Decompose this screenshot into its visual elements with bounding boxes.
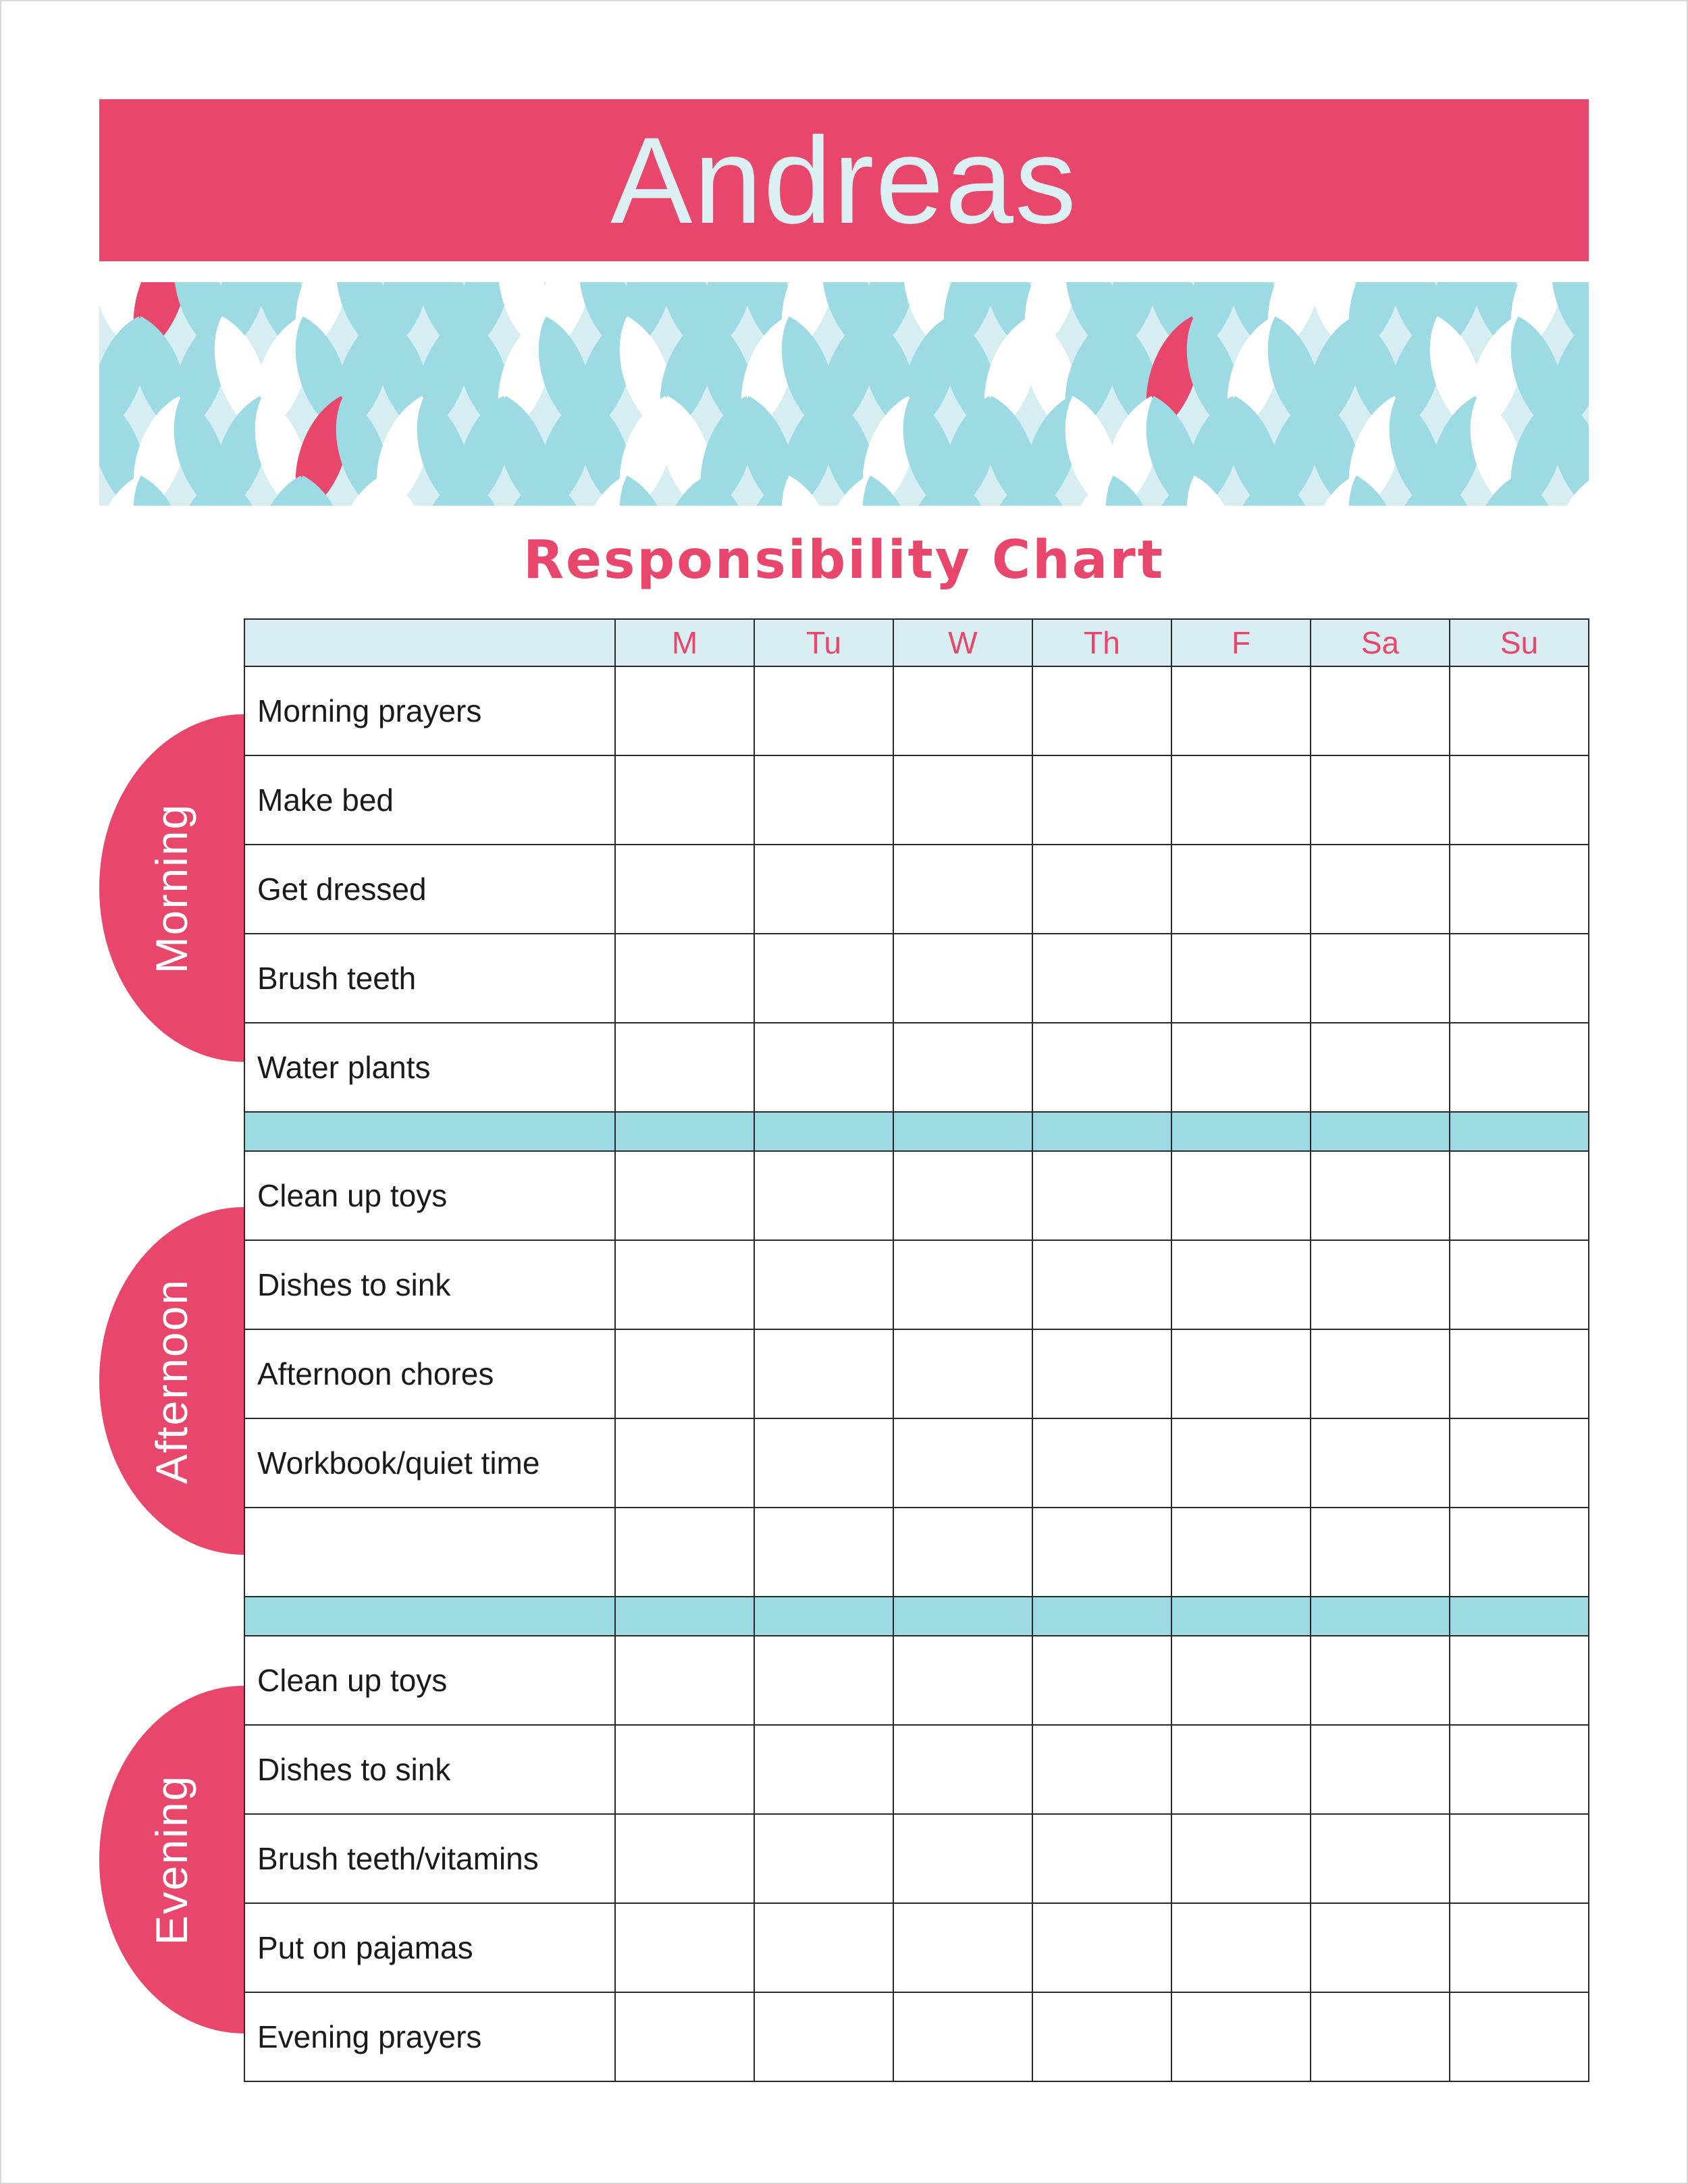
checkbox-cell[interactable] <box>615 1508 754 1597</box>
checkbox-cell[interactable] <box>1171 1992 1311 2081</box>
day-header-f: F <box>1171 619 1311 666</box>
day-header-w: W <box>893 619 1032 666</box>
checkbox-cell[interactable] <box>1032 845 1171 934</box>
checkbox-cell[interactable] <box>1311 1329 1450 1418</box>
checkbox-cell[interactable] <box>893 1725 1032 1814</box>
task-row <box>244 1151 1589 1240</box>
checkbox-cell[interactable] <box>893 1240 1032 1329</box>
checkbox-cell[interactable] <box>1032 1992 1171 2081</box>
task-label <box>244 1508 615 1597</box>
checkbox-cell[interactable] <box>1171 755 1311 845</box>
name-banner <box>99 99 1589 261</box>
checkbox-cell[interactable] <box>1450 1151 1589 1240</box>
checkbox-cell[interactable] <box>893 845 1032 934</box>
separator-cell <box>1032 1112 1171 1151</box>
checkbox-cell[interactable] <box>1450 1023 1589 1112</box>
separator-cell <box>1450 1597 1589 1636</box>
checkbox-cell[interactable] <box>1450 1508 1589 1597</box>
checkbox-cell[interactable] <box>615 1636 754 1725</box>
checkbox-cell[interactable] <box>754 1418 893 1508</box>
checkbox-cell[interactable] <box>893 1329 1032 1418</box>
checkbox-cell[interactable] <box>1032 1240 1171 1329</box>
checkbox-cell[interactable] <box>1171 1814 1311 1903</box>
checkbox-cell[interactable] <box>1311 1992 1450 2081</box>
checkbox-cell[interactable] <box>754 934 893 1023</box>
checkbox-cell[interactable] <box>615 934 754 1023</box>
task-row <box>244 1903 1589 1992</box>
checkbox-cell[interactable] <box>1450 1814 1589 1903</box>
task-label: Workbook/quiet time <box>244 1418 615 1508</box>
checkbox-cell[interactable] <box>1171 934 1311 1023</box>
leaf-pattern-illustration <box>99 282 1589 506</box>
task-label: Afternoon chores <box>244 1329 615 1418</box>
task-label: Clean up toys <box>244 1151 615 1240</box>
checkbox-cell[interactable] <box>1032 1636 1171 1725</box>
checkbox-cell[interactable] <box>1032 1151 1171 1240</box>
task-label: Clean up toys <box>244 1636 615 1725</box>
task-row <box>244 1329 1589 1418</box>
checkbox-cell[interactable] <box>893 1814 1032 1903</box>
checkbox-cell[interactable] <box>1450 755 1589 845</box>
checkbox-cell[interactable] <box>754 1023 893 1112</box>
checkbox-cell[interactable] <box>1032 1418 1171 1508</box>
checkbox-cell[interactable] <box>615 845 754 934</box>
checkbox-cell[interactable] <box>1171 1418 1311 1508</box>
checkbox-cell[interactable] <box>1171 1023 1311 1112</box>
checkbox-cell[interactable] <box>1032 1814 1171 1903</box>
checkbox-cell[interactable] <box>1450 845 1589 934</box>
day-header-th: Th <box>1032 619 1171 666</box>
checkbox-cell[interactable] <box>1311 1903 1450 1992</box>
checkbox-cell[interactable] <box>1032 755 1171 845</box>
checkbox-cell[interactable] <box>1311 755 1450 845</box>
checkbox-cell[interactable] <box>893 1151 1032 1240</box>
checkbox-cell[interactable] <box>893 934 1032 1023</box>
checkbox-cell[interactable] <box>615 1151 754 1240</box>
checkbox-cell[interactable] <box>615 1992 754 2081</box>
checkbox-cell[interactable] <box>615 1725 754 1814</box>
checkbox-cell[interactable] <box>1450 1329 1589 1418</box>
day-header-m: M <box>615 619 754 666</box>
separator-cell <box>1171 1597 1311 1636</box>
section-label-afternoon: Afternoon <box>147 1278 196 1484</box>
checkbox-cell[interactable] <box>1171 1636 1311 1725</box>
checkbox-cell[interactable] <box>1311 1508 1450 1597</box>
checkbox-cell[interactable] <box>754 1814 893 1903</box>
task-label: Put on pajamas <box>244 1903 615 1992</box>
section-separator-row <box>244 1112 1589 1151</box>
checkbox-cell[interactable] <box>1032 1023 1171 1112</box>
checkbox-cell[interactable] <box>1311 666 1450 755</box>
checkbox-cell[interactable] <box>1311 934 1450 1023</box>
checkbox-cell[interactable] <box>754 1240 893 1329</box>
checkbox-cell[interactable] <box>893 1023 1032 1112</box>
separator-cell <box>1450 1112 1589 1151</box>
checkbox-cell[interactable] <box>1311 1418 1450 1508</box>
task-label: Get dressed <box>244 845 615 934</box>
task-label: Make bed <box>244 755 615 845</box>
task-label: Morning prayers <box>244 666 615 755</box>
checkbox-cell[interactable] <box>1311 1814 1450 1903</box>
task-row <box>244 1418 1589 1508</box>
checkbox-cell[interactable] <box>1171 1240 1311 1329</box>
checkbox-cell[interactable] <box>1171 1903 1311 1992</box>
checkbox-cell[interactable] <box>1450 666 1589 755</box>
task-row <box>244 934 1589 1023</box>
checkbox-cell[interactable] <box>1450 1240 1589 1329</box>
checkbox-cell[interactable] <box>1450 934 1589 1023</box>
section-label-evening: Evening <box>147 1774 196 1945</box>
task-row <box>244 1240 1589 1329</box>
separator-cell <box>893 1112 1032 1151</box>
task-label: Dishes to sink <box>244 1240 615 1329</box>
checkbox-cell[interactable] <box>893 1508 1032 1597</box>
checkbox-cell[interactable] <box>1311 1023 1450 1112</box>
task-label: Dishes to sink <box>244 1725 615 1814</box>
checkbox-cell[interactable] <box>615 755 754 845</box>
checkbox-cell[interactable] <box>615 1240 754 1329</box>
checkbox-cell[interactable] <box>1171 845 1311 934</box>
task-label: Brush teeth/vitamins <box>244 1814 615 1903</box>
header-row <box>244 619 1589 666</box>
checkbox-cell[interactable] <box>1171 1329 1311 1418</box>
checkbox-cell[interactable] <box>1032 934 1171 1023</box>
checkbox-cell[interactable] <box>1311 1240 1450 1329</box>
header-blank-cell <box>244 619 615 666</box>
chart-subtitle: Responsibility Chart <box>523 530 1165 591</box>
checkbox-cell[interactable] <box>893 1636 1032 1725</box>
checkbox-cell[interactable] <box>754 1508 893 1597</box>
checkbox-cell[interactable] <box>1450 1636 1589 1725</box>
checkbox-cell[interactable] <box>893 755 1032 845</box>
separator-cell <box>1171 1112 1311 1151</box>
separator-cell <box>1311 1112 1450 1151</box>
checkbox-cell[interactable] <box>1450 1725 1589 1814</box>
checkbox-cell[interactable] <box>1450 1992 1589 2081</box>
checkbox-cell[interactable] <box>754 755 893 845</box>
checkbox-cell[interactable] <box>893 1992 1032 2081</box>
task-row <box>244 1992 1589 2081</box>
day-header-tu: Tu <box>754 619 893 666</box>
checkbox-cell[interactable] <box>1311 1151 1450 1240</box>
task-row <box>244 1814 1589 1903</box>
task-row <box>244 1023 1589 1112</box>
task-row <box>244 1636 1589 1725</box>
separator-cell <box>615 1597 754 1636</box>
checkbox-cell[interactable] <box>1032 666 1171 755</box>
task-row <box>244 1725 1589 1814</box>
checkbox-cell[interactable] <box>1311 1725 1450 1814</box>
checkbox-cell[interactable] <box>1032 1725 1171 1814</box>
task-row <box>244 755 1589 845</box>
checkbox-cell[interactable] <box>754 1992 893 2081</box>
checkbox-cell[interactable] <box>1032 1903 1171 1992</box>
checkbox-cell[interactable] <box>754 1725 893 1814</box>
checkbox-cell[interactable] <box>1311 845 1450 934</box>
checkbox-cell[interactable] <box>1171 1508 1311 1597</box>
child-name: Andreas <box>610 111 1078 249</box>
checkbox-cell[interactable] <box>1171 666 1311 755</box>
checkbox-cell[interactable] <box>893 1903 1032 1992</box>
separator-cell <box>1311 1597 1450 1636</box>
separator-cell <box>1032 1597 1171 1636</box>
task-label: Brush teeth <box>244 934 615 1023</box>
checkbox-cell[interactable] <box>1032 1508 1171 1597</box>
task-row <box>244 845 1589 934</box>
responsibility-table <box>244 618 1589 2082</box>
checkbox-cell[interactable] <box>754 1329 893 1418</box>
section-separator-row <box>244 1597 1589 1636</box>
checkbox-cell[interactable] <box>893 1418 1032 1508</box>
separator-cell <box>244 1597 615 1636</box>
task-label: Evening prayers <box>244 1992 615 2081</box>
checkbox-cell[interactable] <box>1171 1725 1311 1814</box>
checkbox-cell[interactable] <box>615 1023 754 1112</box>
checkbox-cell[interactable] <box>1311 1636 1450 1725</box>
checkbox-cell[interactable] <box>754 1903 893 1992</box>
checkbox-cell[interactable] <box>893 666 1032 755</box>
checkbox-cell[interactable] <box>615 1329 754 1418</box>
checkbox-cell[interactable] <box>615 1814 754 1903</box>
separator-cell <box>754 1597 893 1636</box>
checkbox-cell[interactable] <box>615 1903 754 1992</box>
checkbox-cell[interactable] <box>1450 1903 1589 1992</box>
task-row <box>244 1508 1589 1597</box>
separator-cell <box>244 1112 615 1151</box>
separator-cell <box>615 1112 754 1151</box>
checkbox-cell[interactable] <box>754 666 893 755</box>
checkbox-cell[interactable] <box>1450 1418 1589 1508</box>
checkbox-cell[interactable] <box>615 666 754 755</box>
checkbox-cell[interactable] <box>754 1636 893 1725</box>
checkbox-cell[interactable] <box>754 1151 893 1240</box>
separator-cell <box>754 1112 893 1151</box>
day-header-su: Su <box>1450 619 1589 666</box>
task-row <box>244 666 1589 755</box>
leaf-pattern-banner <box>99 282 1589 506</box>
checkbox-cell[interactable] <box>615 1418 754 1508</box>
checkbox-cell[interactable] <box>754 845 893 934</box>
separator-cell <box>893 1597 1032 1636</box>
checkbox-cell[interactable] <box>1032 1329 1171 1418</box>
task-label: Water plants <box>244 1023 615 1112</box>
table-body <box>244 666 1589 2081</box>
day-header-sa: Sa <box>1311 619 1450 666</box>
checkbox-cell[interactable] <box>1171 1151 1311 1240</box>
section-label-morning: Morning <box>147 803 196 974</box>
